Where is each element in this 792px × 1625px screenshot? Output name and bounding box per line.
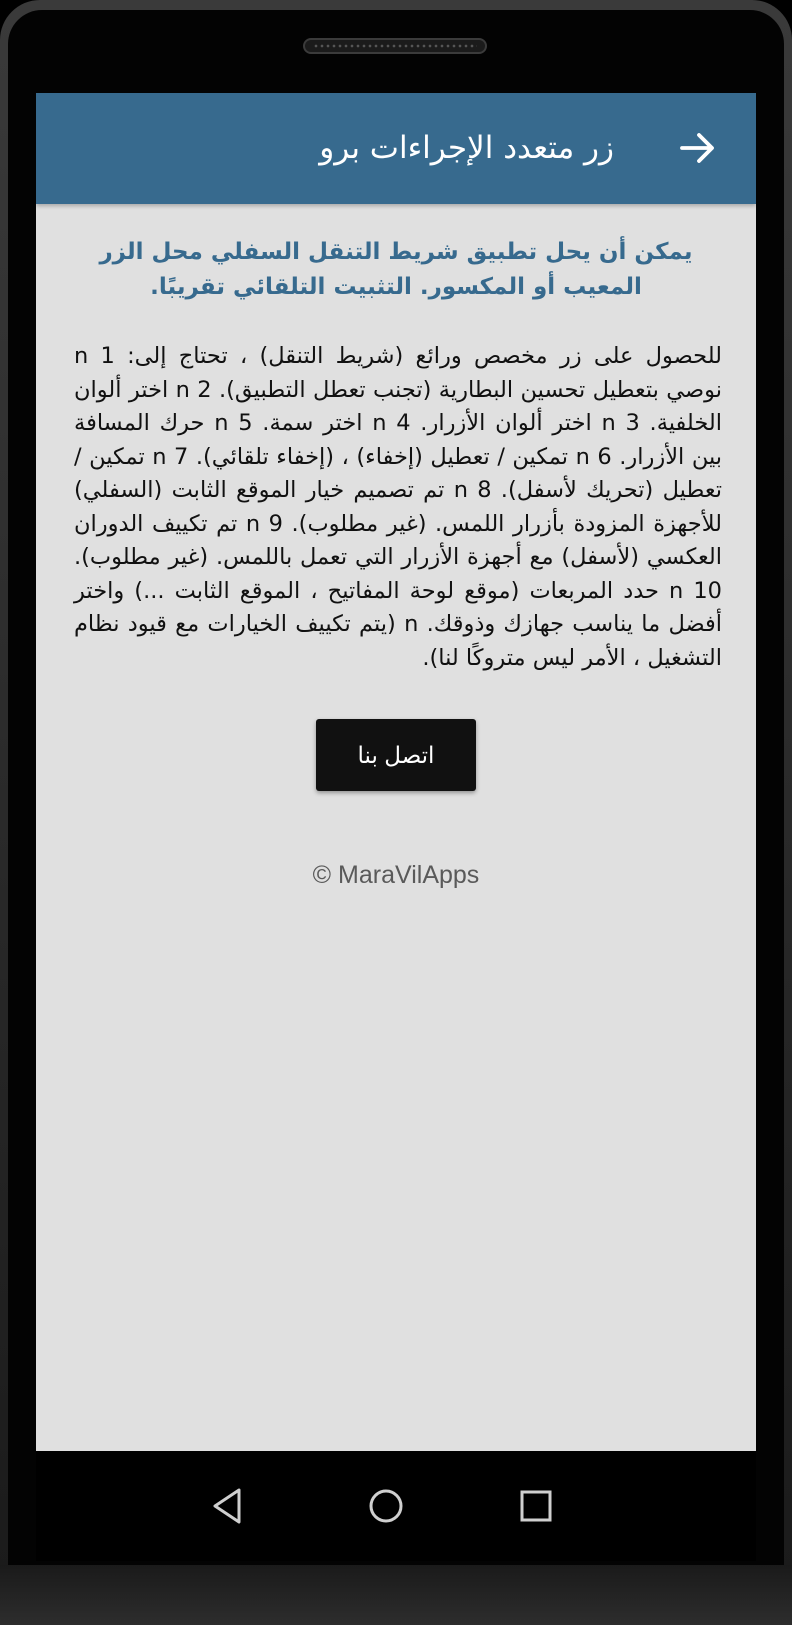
app-bar <box>36 93 756 204</box>
arrow-forward-icon[interactable] <box>676 126 720 170</box>
system-nav-bar <box>36 1451 756 1561</box>
headline-text: يمكن أن يحل تطبيق شريط التنقل السفلي محل الزر المعيب أو المكسور. التثبيت التلقائي تقريبًا. <box>99 239 693 300</box>
nav-recents-square-icon[interactable] <box>511 1481 561 1531</box>
nav-home-circle-icon[interactable] <box>361 1481 411 1531</box>
contact-us-button[interactable]: اتصل بنا <box>316 719 476 791</box>
copyright-text: © MaraVilApps <box>312 861 480 889</box>
nav-back-triangle-icon[interactable] <box>203 1481 253 1531</box>
app-title: زر متعدد الإجراءات برو <box>319 130 614 166</box>
instructions-text: للحصول على زر مخصص ورائع (شريط التنقل) ، تحتاج إلى: 1 n نوصي بتعطيل تحسين البطارية (تجنب تعطل التطبيق). 2 n اختر ألوان الخلفية. 3 n اختر ألوان الأزرار. 4 n اختر سمة. 5 n حرك المسافة بين الأزرار. 6 n تمكين / تعطيل (إخفاء) ، (إخفاء تلقائي). 7 n تمكين / تعطيل (تحريك لأسفل). 8 n تم تصميم خيار الموقع الثابت (السفلي) للأجهزة المزودة بأزرار اللمس. (غير مطلوب). n 9 تم تكييف الدوران العكسي (لأسفل) مع أجهزة الأزرار التي تعمل باللمس. (غير مطلوب). 10 n حدد المربعات (موقع لوحة المفاتيح ، الموقع الثابت ...) واختر أفضل ما يناسب جهازك وذوقك. n (يتم تكييف الخيارات مع قيود نظام التشغيل ، الأمر ليس متروكًا لنا). <box>74 343 723 671</box>
phone-bottom-edge <box>0 1565 792 1625</box>
speaker-dots <box>313 44 477 48</box>
speaker-grille <box>303 38 487 54</box>
app-screen <box>36 93 756 1451</box>
